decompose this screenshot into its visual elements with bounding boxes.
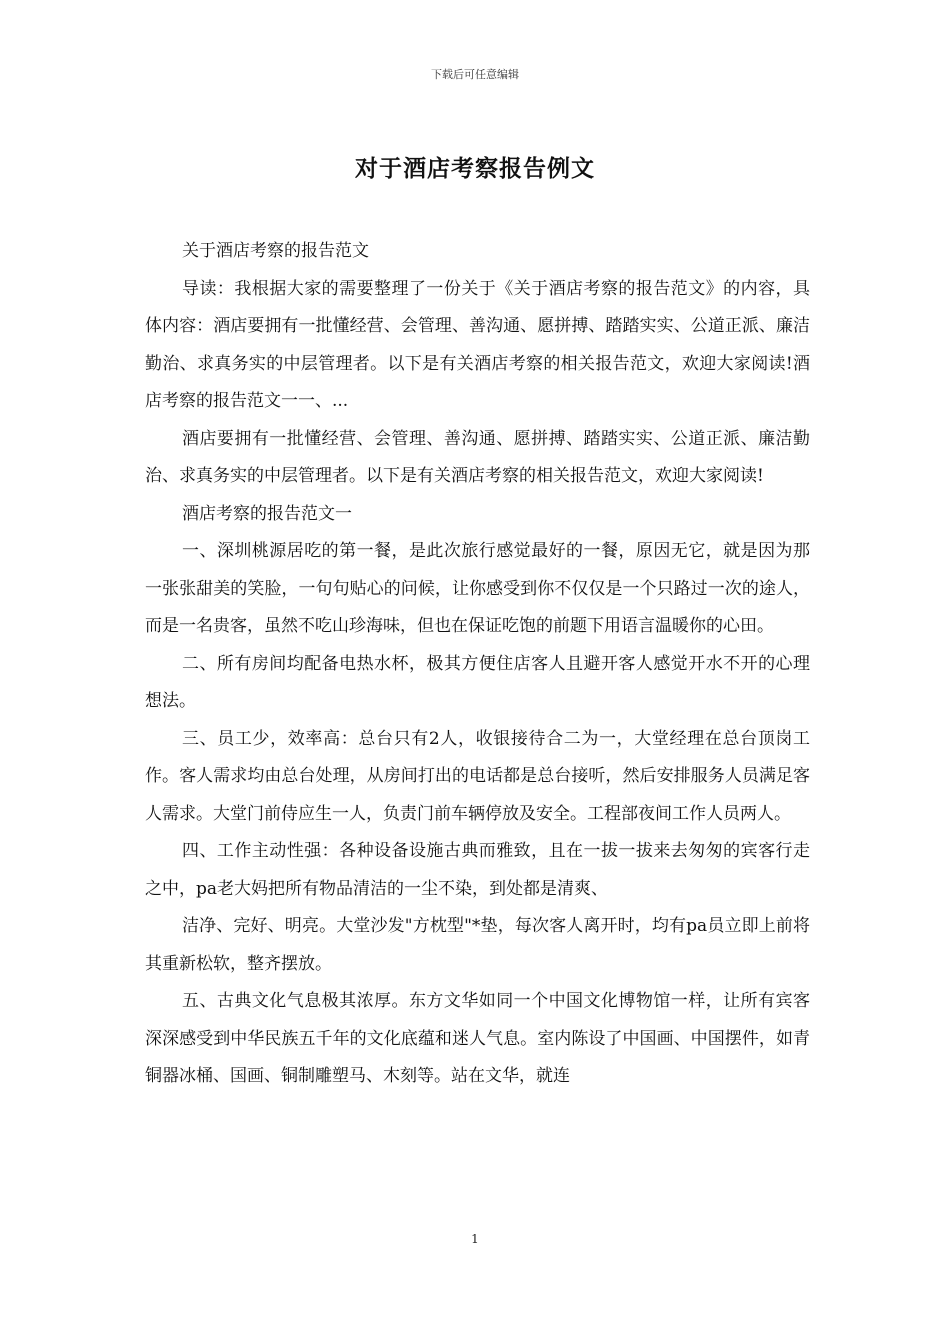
paragraph: 导读：我根据大家的需要整理了一份关于《关于酒店考察的报告范文》的内容，具体内容：酒店要拥有一批懂经营、会管理、善沟通、愿拼搏、踏踏实实、公道正派、廉洁勤治、求真务实的中层管理者。以下是有关酒店考察的相关报告范文，欢迎大家阅读!酒店考察的报告范文一一、... bbox=[145, 278, 810, 411]
page-number: 1 bbox=[471, 1232, 479, 1246]
paragraph: 酒店考察的报告范文一 bbox=[182, 503, 352, 524]
paragraph: 二、所有房间均配备电热水杯，极其方便住店客人且避开客人感觉开水不开的心理想法。 bbox=[145, 653, 810, 711]
document-body bbox=[145, 233, 810, 1096]
paragraph: 四、工作主动性强：各种设备设施古典而雅致，且在一拔一拔来去匆匆的宾客行走之中，pa老大妈把所有物品清洁的一尘不染，到处都是清爽、 bbox=[145, 841, 810, 899]
paragraph: 一、深圳桃源居吃的第一餐，是此次旅行感觉最好的一餐，原因无它，就是因为那一张张甜美的笑脸，一句句贴心的问候，让你感受到你不仅仅是一个只路过一次的途人，而是一名贵客，虽然不吃山珍海味，但也在保证吃饱的前题下用语言温暖你的心田。 bbox=[145, 541, 810, 636]
paragraph: 三、员工少，效率高：总台只有2人，收银接待合二为一，大堂经理在总台顶岗工作。客人需求均由总台处理，从房间打出的电话都是总台接听，然后安排服务人员满足客人需求。大堂门前侍应生一人，负责门前车辆停放及安全。工程部夜间工作人员两人。 bbox=[145, 728, 810, 824]
document-title: 对于酒店考察报告例文 bbox=[355, 155, 595, 182]
paragraph: 关于酒店考察的报告范文 bbox=[182, 241, 369, 261]
paragraph: 五、古典文化气息极其浓厚。东方文华如同一个中国文化博物馆一样，让所有宾客深深感受到中华民族五千年的文化底蕴和迷人气息。室内陈设了中国画、中国摆件，如青铜器冰桶、国画、铜制雕塑马、木刻等。站在文华，就连 bbox=[145, 991, 810, 1086]
paragraph: 酒店要拥有一批懂经营、会管理、善沟通、愿拼搏、踏踏实实、公道正派、廉洁勤治、求真务实的中层管理者。以下是有关酒店考察的相关报告范文，欢迎大家阅读! bbox=[145, 428, 810, 486]
paragraph: 洁净、完好、明亮。大堂沙发"方枕型"*垫，每次客人离开时，均有pa员立即上前将其重新松软，整齐摆放。 bbox=[145, 916, 810, 974]
header-note: 下载后可任意编辑 bbox=[431, 68, 519, 81]
